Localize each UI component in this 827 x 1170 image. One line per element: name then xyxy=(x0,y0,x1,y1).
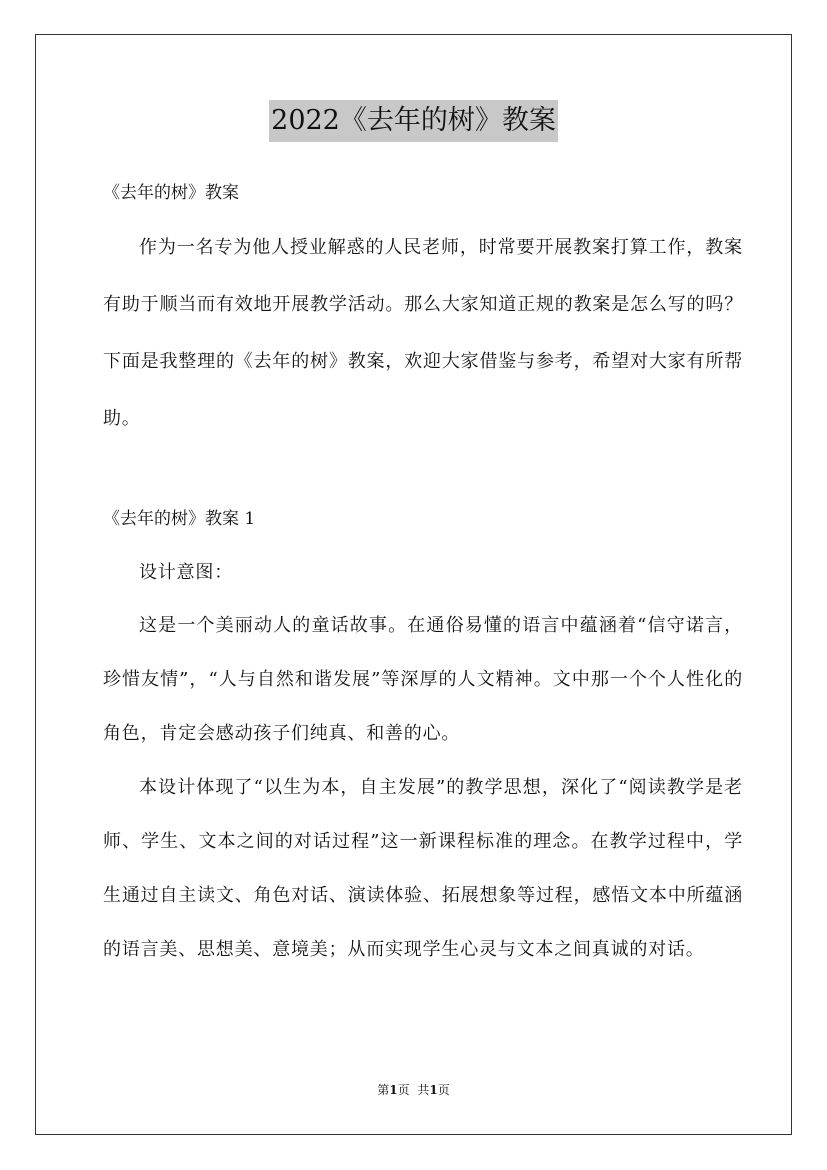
section-heading: 《去年的树》教案 1 xyxy=(103,509,256,529)
footer-page-number: 1 xyxy=(389,1083,398,1097)
footer-page-prefix: 第 xyxy=(377,1083,390,1097)
paragraph-2: 本设计体现了“以生为本，自主发展”的教学思想，深化了“阅读教学是老师、学生、文本之间的对话过程”这一新课程标准的理念。在教学过程中，学生通过自主读文、角色对话、演读体验、拓展想象等过程，感悟文本中所蕴涵的语言美、思想美、意境美；从而实现学生心灵与文本之间真诚的对话。 xyxy=(103,777,743,960)
page-footer xyxy=(0,1082,827,1098)
title-wrap xyxy=(0,100,827,142)
intro-paragraph: 作为一名专为他人授业解惑的人民老师，时常要开展教案打算工作，教案有助于顺当而有效地开展教学活动。那么大家知道正规的教案是怎么写的吗？下面是我整理的《去年的树》教案，欢迎大家借鉴与参考，希望对大家有所帮助。 xyxy=(103,237,743,429)
document-title: 2022《去年的树》教案 xyxy=(269,100,558,142)
design-intent-label: 设计意图： xyxy=(139,562,233,583)
footer-total-number: 1 xyxy=(429,1083,438,1097)
intro-heading: 《去年的树》教案 xyxy=(103,183,239,203)
paragraph-1: 这是一个美丽动人的童话故事。在通俗易懂的语言中蕴涵着“信守诺言，珍惜友情”，“人与自然和谐发展”等深厚的人文精神。文中那一个个人性化的角色，肯定会感动孩子们纯真、和善的心。 xyxy=(103,615,743,744)
footer-total-suffix: 页 xyxy=(437,1083,450,1097)
footer-total-prefix: 共 xyxy=(417,1083,430,1097)
footer-page-suffix: 页 xyxy=(397,1083,410,1097)
